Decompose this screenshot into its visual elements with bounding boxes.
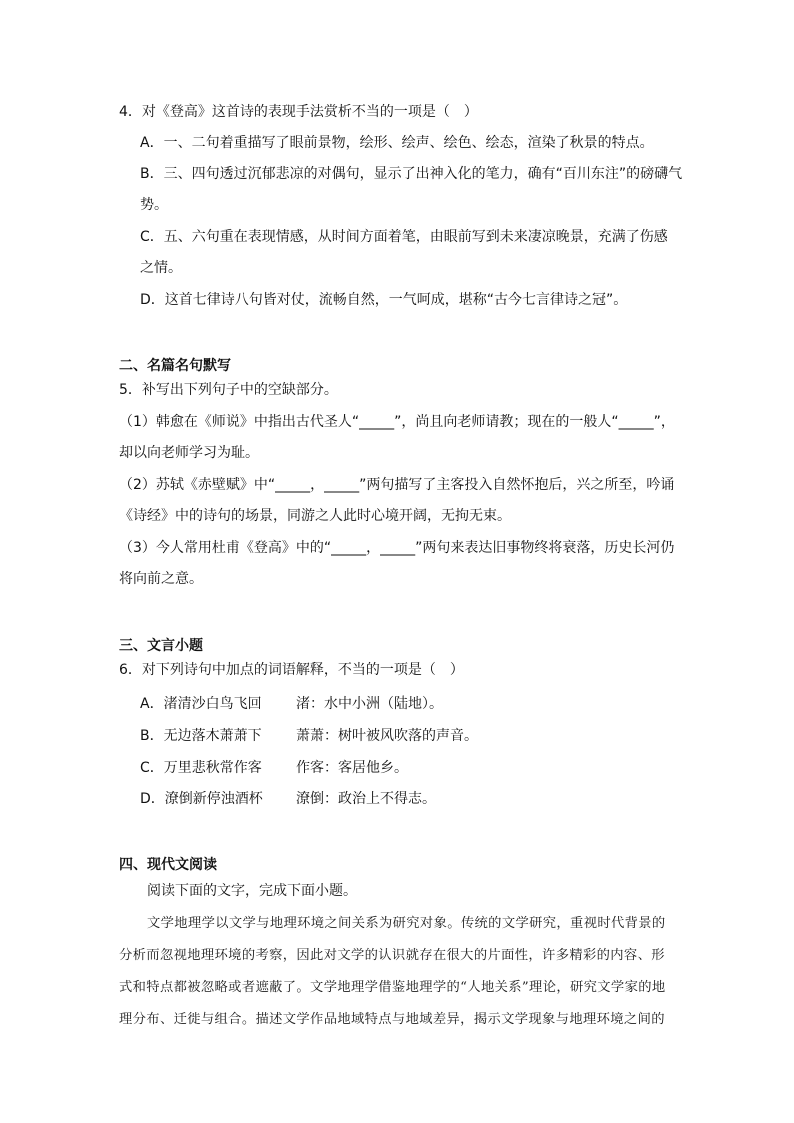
q4-option-b-cont: 势。 [140, 197, 168, 213]
q5-item-1: （1）韩愈在《师说》中指出古代圣人“_____”，尚且向老师请教；现在的一般人“_____”， [119, 414, 675, 430]
q4-option-c: C．五、六句重在表现情感，从时间方面着笔，由眼前写到未来凄凉晚景，充满了伤感 [140, 229, 668, 245]
q6-stem: 6．对下列诗句中加点的词语解释，不当的一项是（ ） [119, 662, 464, 678]
q6-option-b-gloss: 萧萧：树叶被风吹落的声音。 [296, 728, 478, 744]
reading-lead: 阅读下面的文字，完成下面小题。 [147, 883, 357, 899]
q6-option-c: C．万里悲秋常作客 [140, 760, 262, 776]
q4-option-b: B．三、四句透过沉郁悲凉的对偶句，显示了出神入化的笔力，确有“百川东注”的磅礴气 [140, 166, 683, 182]
q4-option-a: A．一、二句着重描写了眼前景物，绘形、绘声、绘色、绘态，渲染了秋景的特点。 [140, 135, 654, 151]
q4-option-d: D．这首七律诗八句皆对仗，流畅自然，一气呵成，堪称“古今七言律诗之冠”。 [140, 292, 628, 308]
q5-item-3-cont: 将向前之意。 [119, 571, 203, 587]
q4-stem: 4．对《登高》这首诗的表现手法赏析不当的一项是（ ） [119, 104, 478, 120]
passage-line-1: 文学地理学以文学与地理环境之间关系为研究对象。传统的文学研究，重视时代背景的 [147, 916, 666, 931]
q6-option-d-gloss: 潦倒：政治上不得志。 [296, 791, 436, 807]
q6-option-b: B．无边落木萧萧下 [140, 728, 262, 744]
q5-item-3: （3）今人常用杜甫《登高》中的“_____，_____”两句来表达旧事物终将衰落，历史长河仍 [119, 540, 675, 556]
q6-option-a: A．渚清沙白鸟飞回 [140, 696, 262, 712]
passage-line-3: 式和特点都被忽略或者遮蔽了。文学地理学借鉴地理学的“人地关系”理论，研究文学家的地 [119, 980, 666, 995]
q5-item-2: （2）苏轼《赤壁赋》中“_____，_____”两句描写了主客投入自然怀抱后，兴之所至，吟诵 [119, 477, 675, 493]
q6-option-a-gloss: 渚：水中小洲（陆地）。 [296, 696, 443, 712]
passage-line-4: 理分布、迁徙与组合。描述文学作品地域特点与地域差异，揭示文学现象与地理环境之间的 [119, 1012, 665, 1027]
q6-option-d: D．潦倒新停浊酒杯 [140, 791, 263, 807]
section-4-heading: 四、现代文阅读 [119, 857, 217, 873]
section-2-heading: 二、名篇名句默写 [119, 358, 231, 374]
q5-item-1-cont: 却以向老师学习为耻。 [119, 445, 259, 461]
passage-line-2: 分析而忽视地理环境的考察，因此对文学的认识就存在很大的片面性，许多精彩的内容、形 [119, 948, 665, 963]
q4-option-c-cont: 之情。 [140, 260, 182, 276]
q5-item-2-cont: 《诗经》中的诗句的场景，同游之人此时心境开阔，无拘无束。 [119, 508, 511, 524]
q6-option-c-gloss: 作客：客居他乡。 [296, 760, 408, 776]
q5-stem: 5．补写出下列句子中的空缺部分。 [119, 382, 338, 398]
section-3-heading: 三、文言小题 [119, 638, 203, 654]
